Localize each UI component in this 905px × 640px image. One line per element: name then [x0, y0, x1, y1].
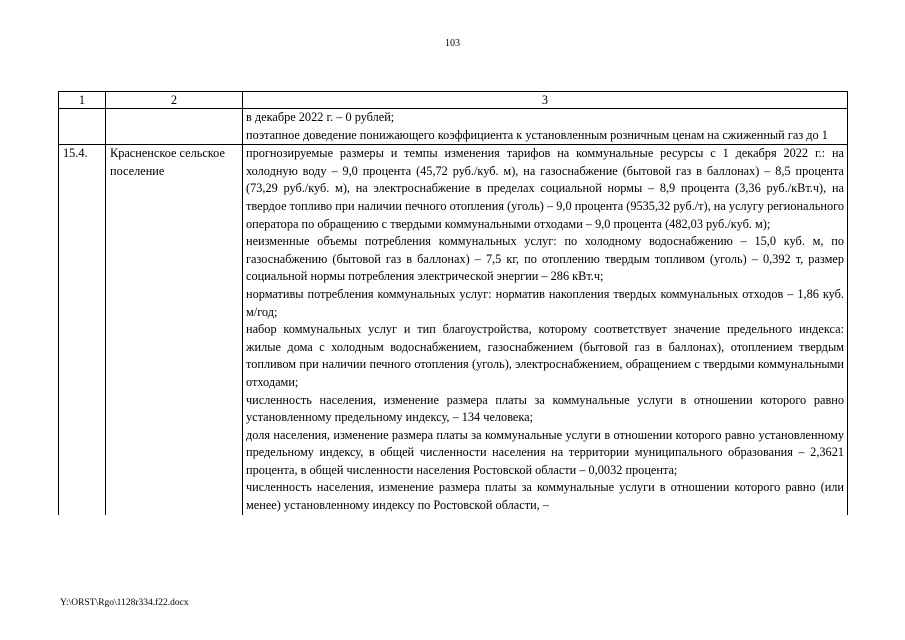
settlement-name: Красненское сельское поселение — [106, 145, 243, 515]
header-col-3: 3 — [243, 92, 848, 109]
row-paragraph: доля населения, изменение размера платы за коммунальные услуги в отношении которого равно установленному предельному индексу, в общей численности населения на территории муниципального образования – 2,3621 процента, в общей численности населения Ростовской области – 0,0032 процента; — [246, 427, 844, 477]
table-header-row — [59, 92, 848, 109]
continuation-row — [59, 109, 848, 145]
continuation-text-cell — [243, 109, 848, 145]
row-paragraph: численность населения, изменение размера платы за коммунальные услуги в отношении которого равно установленному предельному индексу, – 134 человека; — [246, 392, 844, 425]
row-paragraph: численность населения, изменение размера платы за коммунальные услуги в отношении которого равно (или менее) установленному индексу по Ростовской области, – — [246, 480, 844, 513]
tariff-table — [58, 91, 848, 515]
row-paragraph: прогнозируемые размеры и темпы изменения тарифов на коммунальные ресурсы с 1 декабря 2022 г.: на холодную воду – 9,0 процента (45,72 руб./куб. м), на газоснабжение (бытовой газ в баллонах) – 8,5 процента (73,29 руб./куб. м), на электроснабжение в пределах социальной нормы – 8,9 процента (3,36 руб./кВт.ч), на твердое топливо при наличии печного отопления (уголь) – 9,0 процента (9535,32 руб./т), на услугу регионального оператора по обращению с твердыми коммунальными отходами – 9,0 процента (482,03 руб./куб. м); — [246, 146, 844, 231]
continuation-paragraph: в декабре 2022 г. – 0 рублей; — [246, 110, 395, 124]
row-paragraph: набор коммунальных услуг и тип благоустройства, которому соответствует значение предельного индекса: жилые дома с холодным водоснабжением, газоснабжением (бытовой газ в баллонах), отоплением твердым топливом при наличии печного отопления (уголь), электроснабжением, обращением с твердыми коммунальными отходами; — [246, 322, 844, 389]
continuation-name-cell — [106, 109, 243, 145]
page-number: 103 — [445, 38, 460, 49]
row-paragraph: нормативы потребления коммунальных услуг: норматив накопления твердых коммунальных отходов – 1,86 куб. м/год; — [246, 286, 844, 319]
row-text-cell — [243, 145, 848, 515]
row-number: 15.4. — [59, 145, 106, 515]
table-row — [59, 145, 848, 515]
header-col-2: 2 — [106, 92, 243, 109]
continuation-paragraph: поэтапное доведение понижающего коэффициента к установленным розничным ценам на сжиженный газ до 1 — [246, 127, 828, 142]
footer-file-path: Y:\ORST\Rgo\1128r334.f22.docx — [60, 598, 189, 608]
continuation-number-cell — [59, 109, 106, 145]
row-paragraph: неизменные объемы потребления коммунальных услуг: по холодному водоснабжению – 15,0 куб. м, по газоснабжению (бытовой газ в баллонах) – 7,5 кг, по отоплению твердым топливом (уголь) – 0,392 т, размер социальной нормы потребления электрической энергии – 286 кВт.ч; — [246, 234, 844, 284]
header-col-1: 1 — [59, 92, 106, 109]
